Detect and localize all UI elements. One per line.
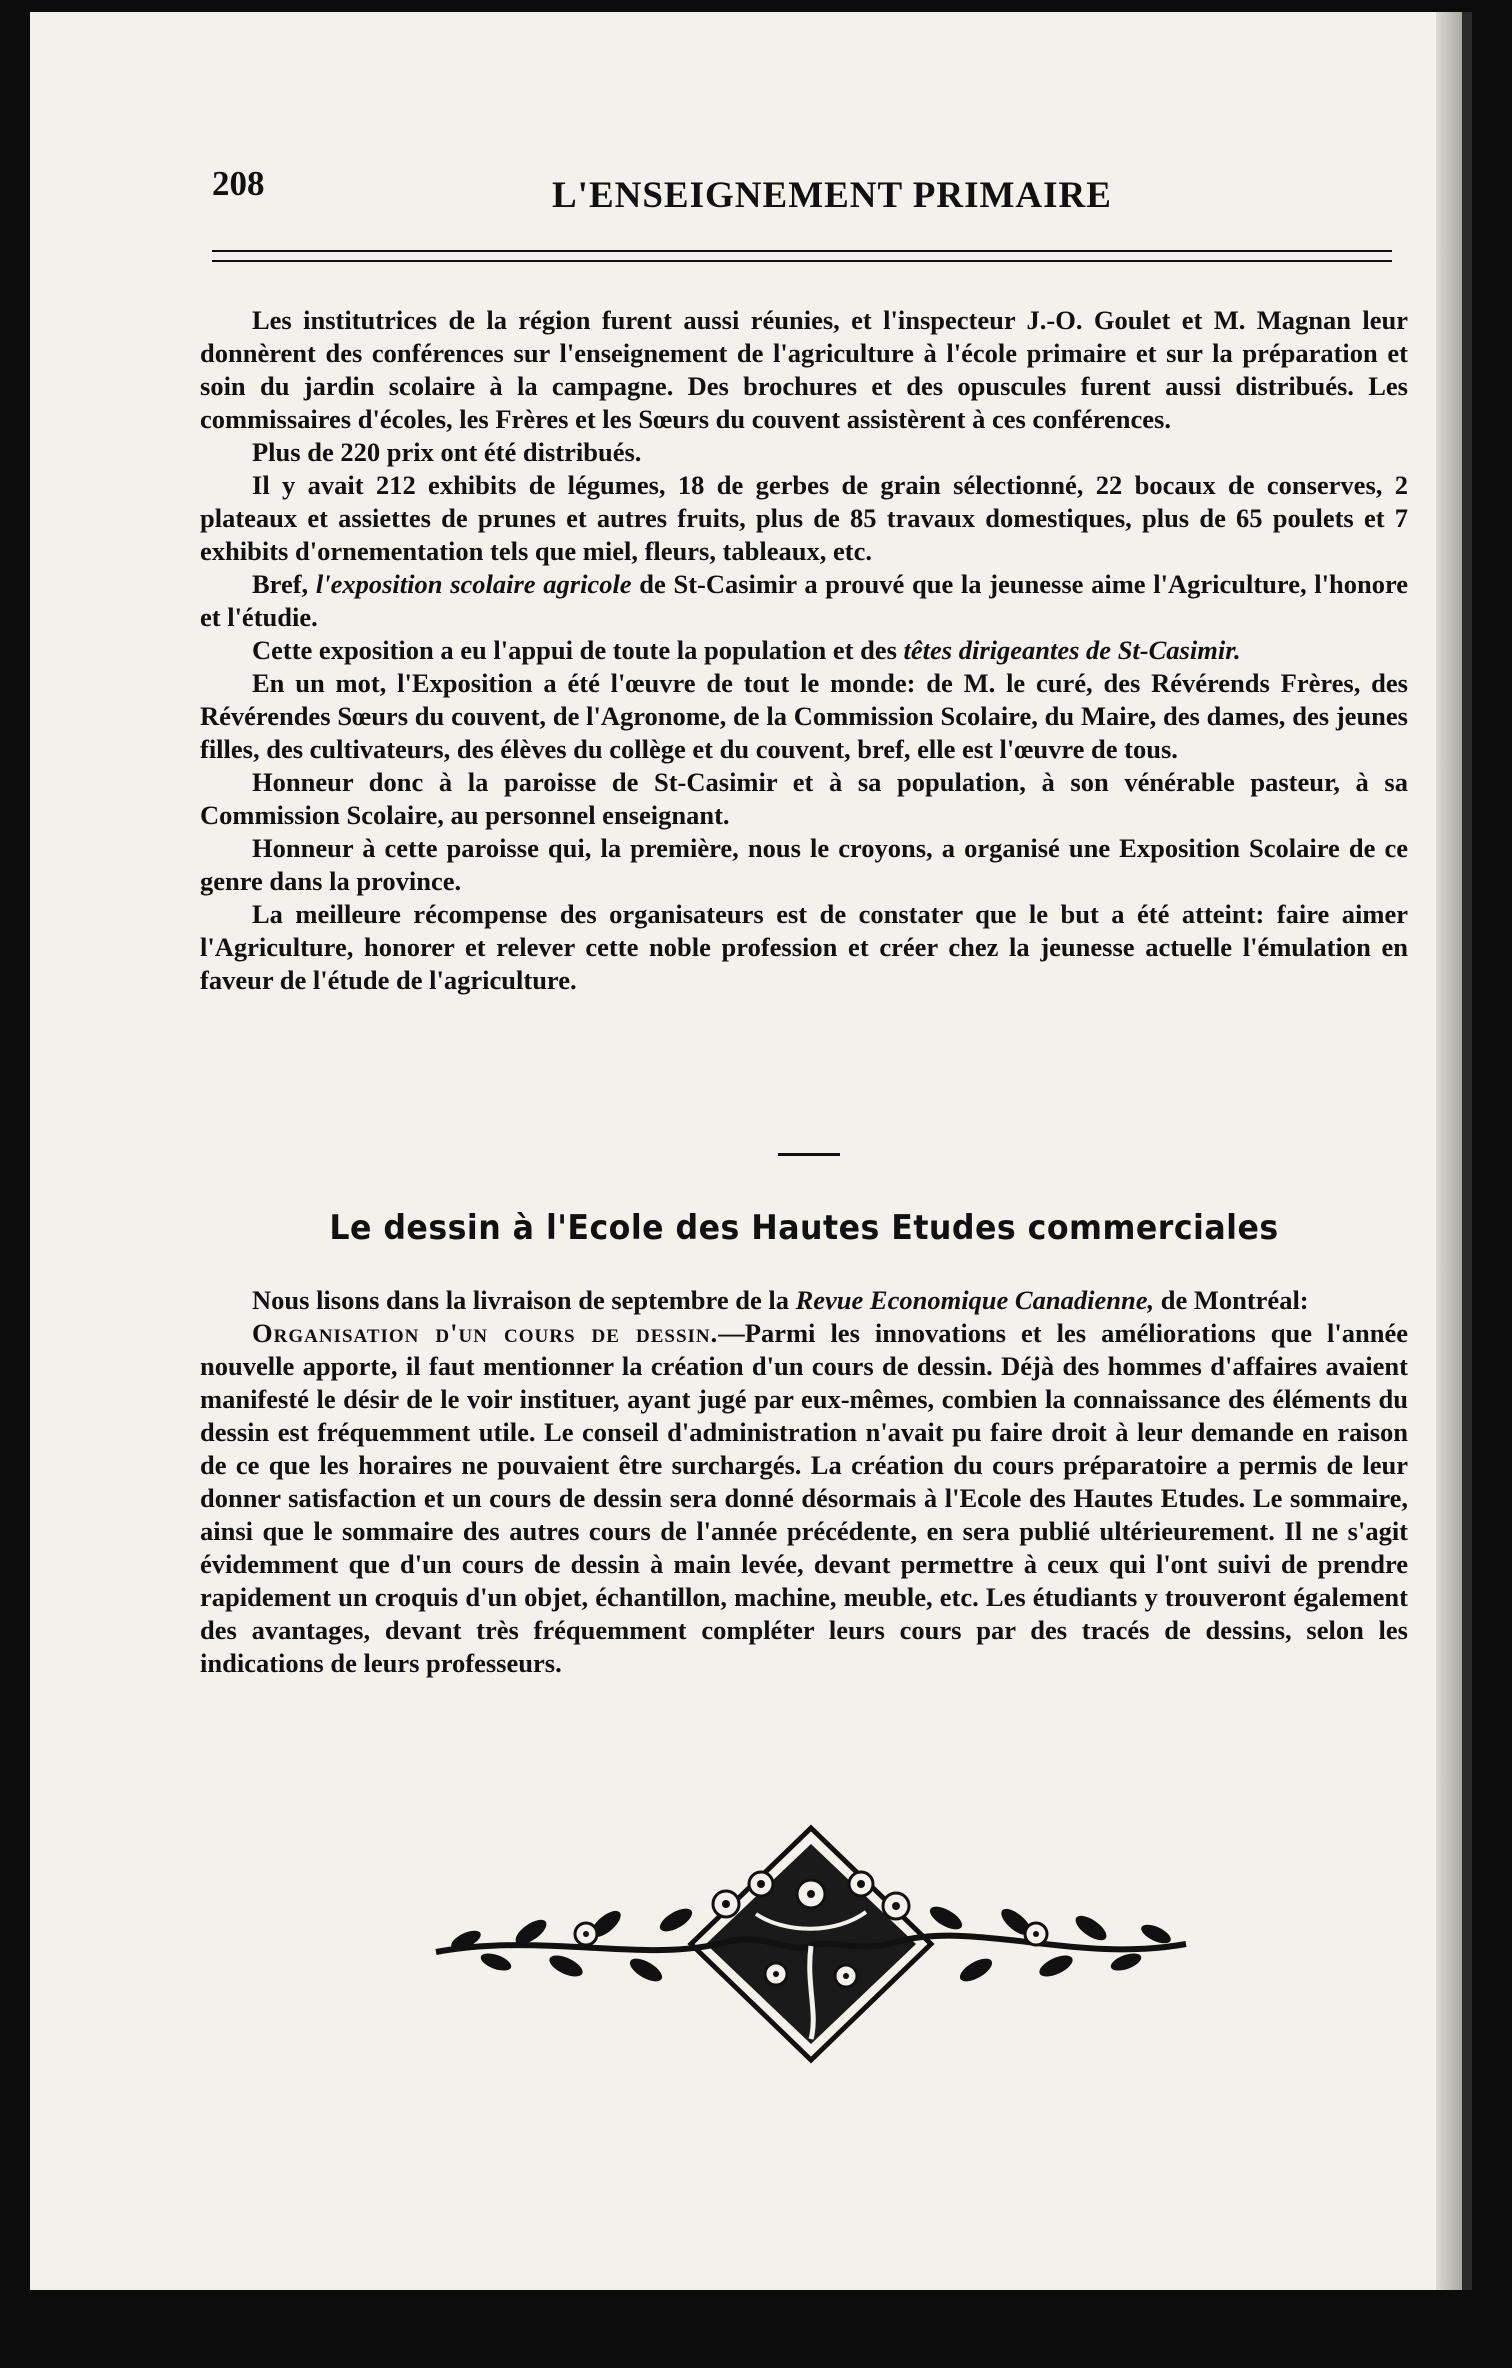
- paragraph-bref: [200, 568, 1408, 634]
- section-separator-rule: [778, 1153, 840, 1156]
- paragraph-everyone: En un mot, l'Exposition a été l'œuvre de tout le monde: de M. le curé, des Révérends Frères, des Révérendes Sœurs du couvent, de l'Agronome, de la Commission Scolaire, du Maire, des dames, des jeunes filles, des cultivateurs, des élèves du collège et du couvent, bref, elle est l'œuvre de tous.: [200, 668, 1408, 764]
- intro-lead: Nous lisons dans la livraison de septembre de la: [252, 1285, 789, 1315]
- article-continuation: [200, 304, 1408, 997]
- bref-rest: de St-Casimir a prouvé que la jeunesse aime l'Agriculture,: [639, 569, 1307, 599]
- paragraph-organisation: [200, 1317, 1408, 1680]
- page-number: 208: [212, 164, 265, 203]
- paragraph-support: [200, 634, 1408, 667]
- page: [30, 12, 1472, 2290]
- paragraph-intro: [200, 1284, 1408, 1317]
- support-text: Cette exposition a eu l'appui de toute la population et des: [252, 635, 897, 665]
- header-double-rule: [212, 250, 1392, 262]
- intro-italic: Revue Economique Canadienne,: [795, 1285, 1155, 1315]
- book-spine-shadow: [1436, 12, 1462, 2290]
- section-title: Le dessin à l'Ecole des Hautes Etudes commerciales: [329, 1208, 1279, 1248]
- paragraph-recompense: La meilleure récompense des organisateurs est de constater que le but a été atteint: faire aimer l'Agriculture, honorer et relever cette noble profession et créer chez la jeunesse actuelle l'émulation en faveur de l'étude de l'agriculture.: [200, 899, 1408, 995]
- paragraph-prizes: Plus de 220 prix ont été distribués.: [252, 437, 642, 467]
- article-dessin: [200, 1284, 1408, 1680]
- paragraph-conferences: Les institutrices de la région furent aussi réunies, et l'inspecteur J.-O. Goulet et M. Magnan leur donnèrent des conférences sur l'enseignement de l'agriculture à l'école primaire et sur la préparation et soin du jardin scolaire à la campagne. Des brochures et des opuscules furent aussi distribués. Les commissaires d'écoles, les Frères et les Sœurs du couvent assistèrent à ces conférences.: [200, 305, 1408, 434]
- intro-rest: de Montréal:: [1160, 1285, 1309, 1315]
- journal-title: L'ENSEIGNEMENT PRIMAIRE: [552, 175, 1112, 216]
- paragraph-honneur-paroisse: Honneur donc à la paroisse de St-Casimir et à sa population, à son vénérable pasteur, à sa Commission Scolaire, au personnel enseignant.: [200, 767, 1408, 830]
- paragraph-honneur-premiere: Honneur à cette paroisse qui, la première, nous le croyons, a organisé une Exposition Scolaire de ce genre dans la province.: [200, 833, 1408, 896]
- bref-italic: l'exposition scolaire agricole: [315, 569, 632, 599]
- floral-ornament-icon: [426, 1824, 1196, 2064]
- support-italic: têtes dirigeantes de St-Casimir.: [903, 635, 1241, 665]
- paragraph-exhibits: Il y avait 212 exhibits de légumes, 18 de gerbes de grain sélectionné, 22 bocaux de conserves, 2 plateaux et assiettes de prunes et autres fruits, plus de 85 travaux domestiques, plus de 65 poulets et 7 exhibits d'ornementation tels que miel, fleurs, tableaux, etc.: [200, 470, 1408, 566]
- bref-end: l'honore et l'étudie.: [200, 569, 1409, 632]
- bref-lead: Bref,: [252, 569, 309, 599]
- organisation-heading: Organisation d'un cours de dessin.: [252, 1318, 719, 1348]
- running-head: [212, 160, 1412, 220]
- organisation-text: —Parmi les innovations et les améliorations que l'année nouvelle apporte, il faut mentionner la création d'un cours de dessin. Déjà des hommes d'affaires avaient manifesté le désir de le voir instituer, ayant jugé par eux-mêmes, combien la connaissance des éléments du dessin est fréquemment utile. Le conseil d'administration n'avait pu faire droit à leur demande en raison de ce que les horaires ne pouvaient être surchargés. La création du cours préparatoire a permis de leur donner satisfaction et un cours de dessin sera donné désormais à l'Ecole des Hautes Etudes. Le sommaire, ainsi que le sommaire des autres cours de l'année précédente, en sera publié ultérieurement. Il ne s'agit évidemment que d'un cours de dessin à main levée, devant permettre à ceux qui l'ont suivi de prendre rapidement un croquis d'un objet, échantillon, machine, meuble, etc. Les étudiants y trouveront également des avantages, devant très fréquemment compléter leurs cours par des tracés de dessins, selon les indications de leurs professeurs.: [200, 1318, 1409, 1678]
